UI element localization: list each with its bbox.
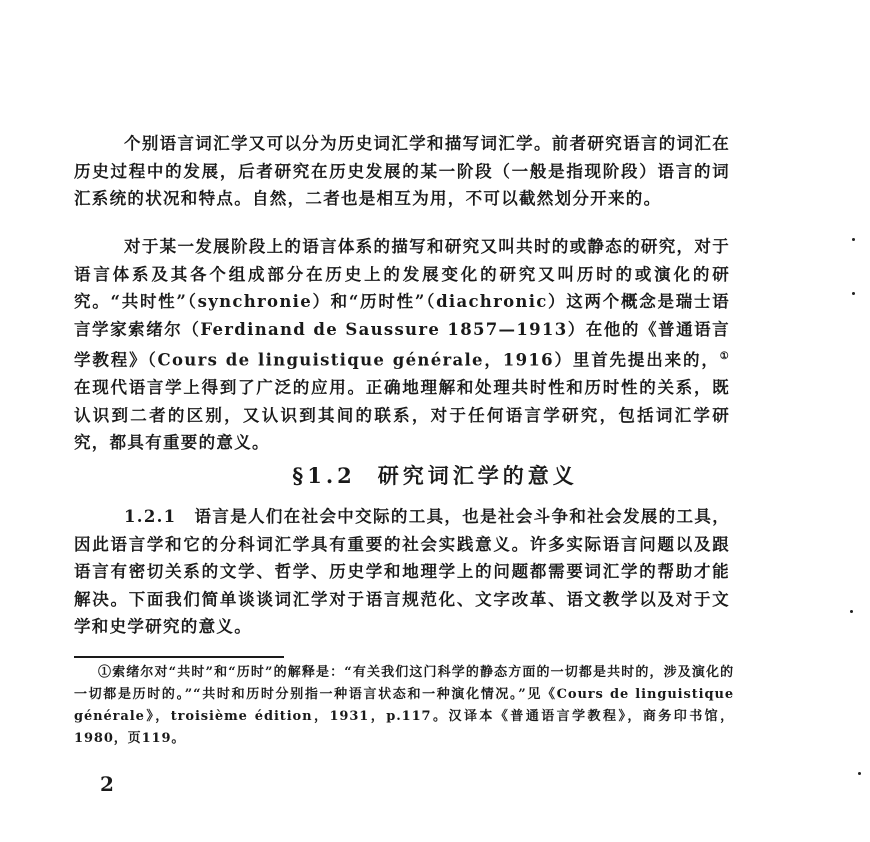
section-number: §1.2: [292, 463, 356, 488]
scan-speck: [850, 610, 853, 613]
section-title: 研究词汇学的意义: [377, 463, 578, 488]
section-heading: [0, 460, 870, 490]
page-number: 2: [100, 772, 114, 796]
footnote-text: ①索绪尔对“共时”和“历时”的解释是：“有关我们这门科学的静态方面的一切都是共时的，涉及演化的一切都是历时的。”“共时和历时分别指一种语言状态和一种演化情况。”见《Cours de linguistique générale》，troisième édition，1931，p.117。汉译本《普通语言学教程》，商务印书馆，1980，页119。: [74, 665, 734, 746]
scan-speck: [852, 238, 855, 241]
paragraph-2-part-a: 对于某一发展阶段上的语言体系的描写和研究又叫共时的或静态的研究，对于语言体系及其各个组成部分在历史上的发展变化的研究又叫历时的或演化的研究。“共时性”（synchronie）和“历时性”（diachronic）这两个概念是瑞士语言学家索绪尔（Ferdinand de Saussure 1857—1913）在他的《普通语言学教程》（Cours de linguistique générale，1916）里首先提出来的，: [74, 237, 730, 370]
subsection-text: 语言是人们在社会中交际的工具，也是社会斗争和社会发展的工具，因此语言学和它的分科词汇学具有重要的社会实践意义。许多实际语言问题以及跟语言有密切关系的文学、哲学、历史学和地理学上的问题都需要词汇学的帮助才能解决。下面我们简单谈谈词汇学对于语言规范化、文字改革、语文教学以及对于文学和史学研究的意义。: [74, 507, 730, 636]
subsection-number: 1.2.1: [124, 507, 177, 526]
paragraph-synchronic-diachronic: [74, 233, 730, 457]
paragraph-2-part-b: 在现代语言学上得到了广泛的应用。正确地理解和处理共时性和历时性的关系，既认识到二者的区别，又认识到其间的联系，对于任何语言学研究，包括词汇学研究，都具有重要的意义。: [74, 378, 730, 452]
paragraph-significance-of-lexicology: [74, 503, 730, 641]
scan-speck: [852, 292, 855, 295]
scan-speck: [858, 772, 861, 775]
paragraph-historical-descriptive-lexicology: 个别语言词汇学又可以分为历史词汇学和描写词汇学。前者研究语言的词汇在历史过程中的发展，后者研究在历史发展的某一阶段（一般是指现阶段）语言的词汇系统的状况和特点。自然，二者也是相互为用，不可以截然划分开来的。: [74, 134, 730, 208]
footnote-reference-marker[interactable]: ①: [719, 351, 730, 362]
footnote-divider: [74, 656, 284, 658]
